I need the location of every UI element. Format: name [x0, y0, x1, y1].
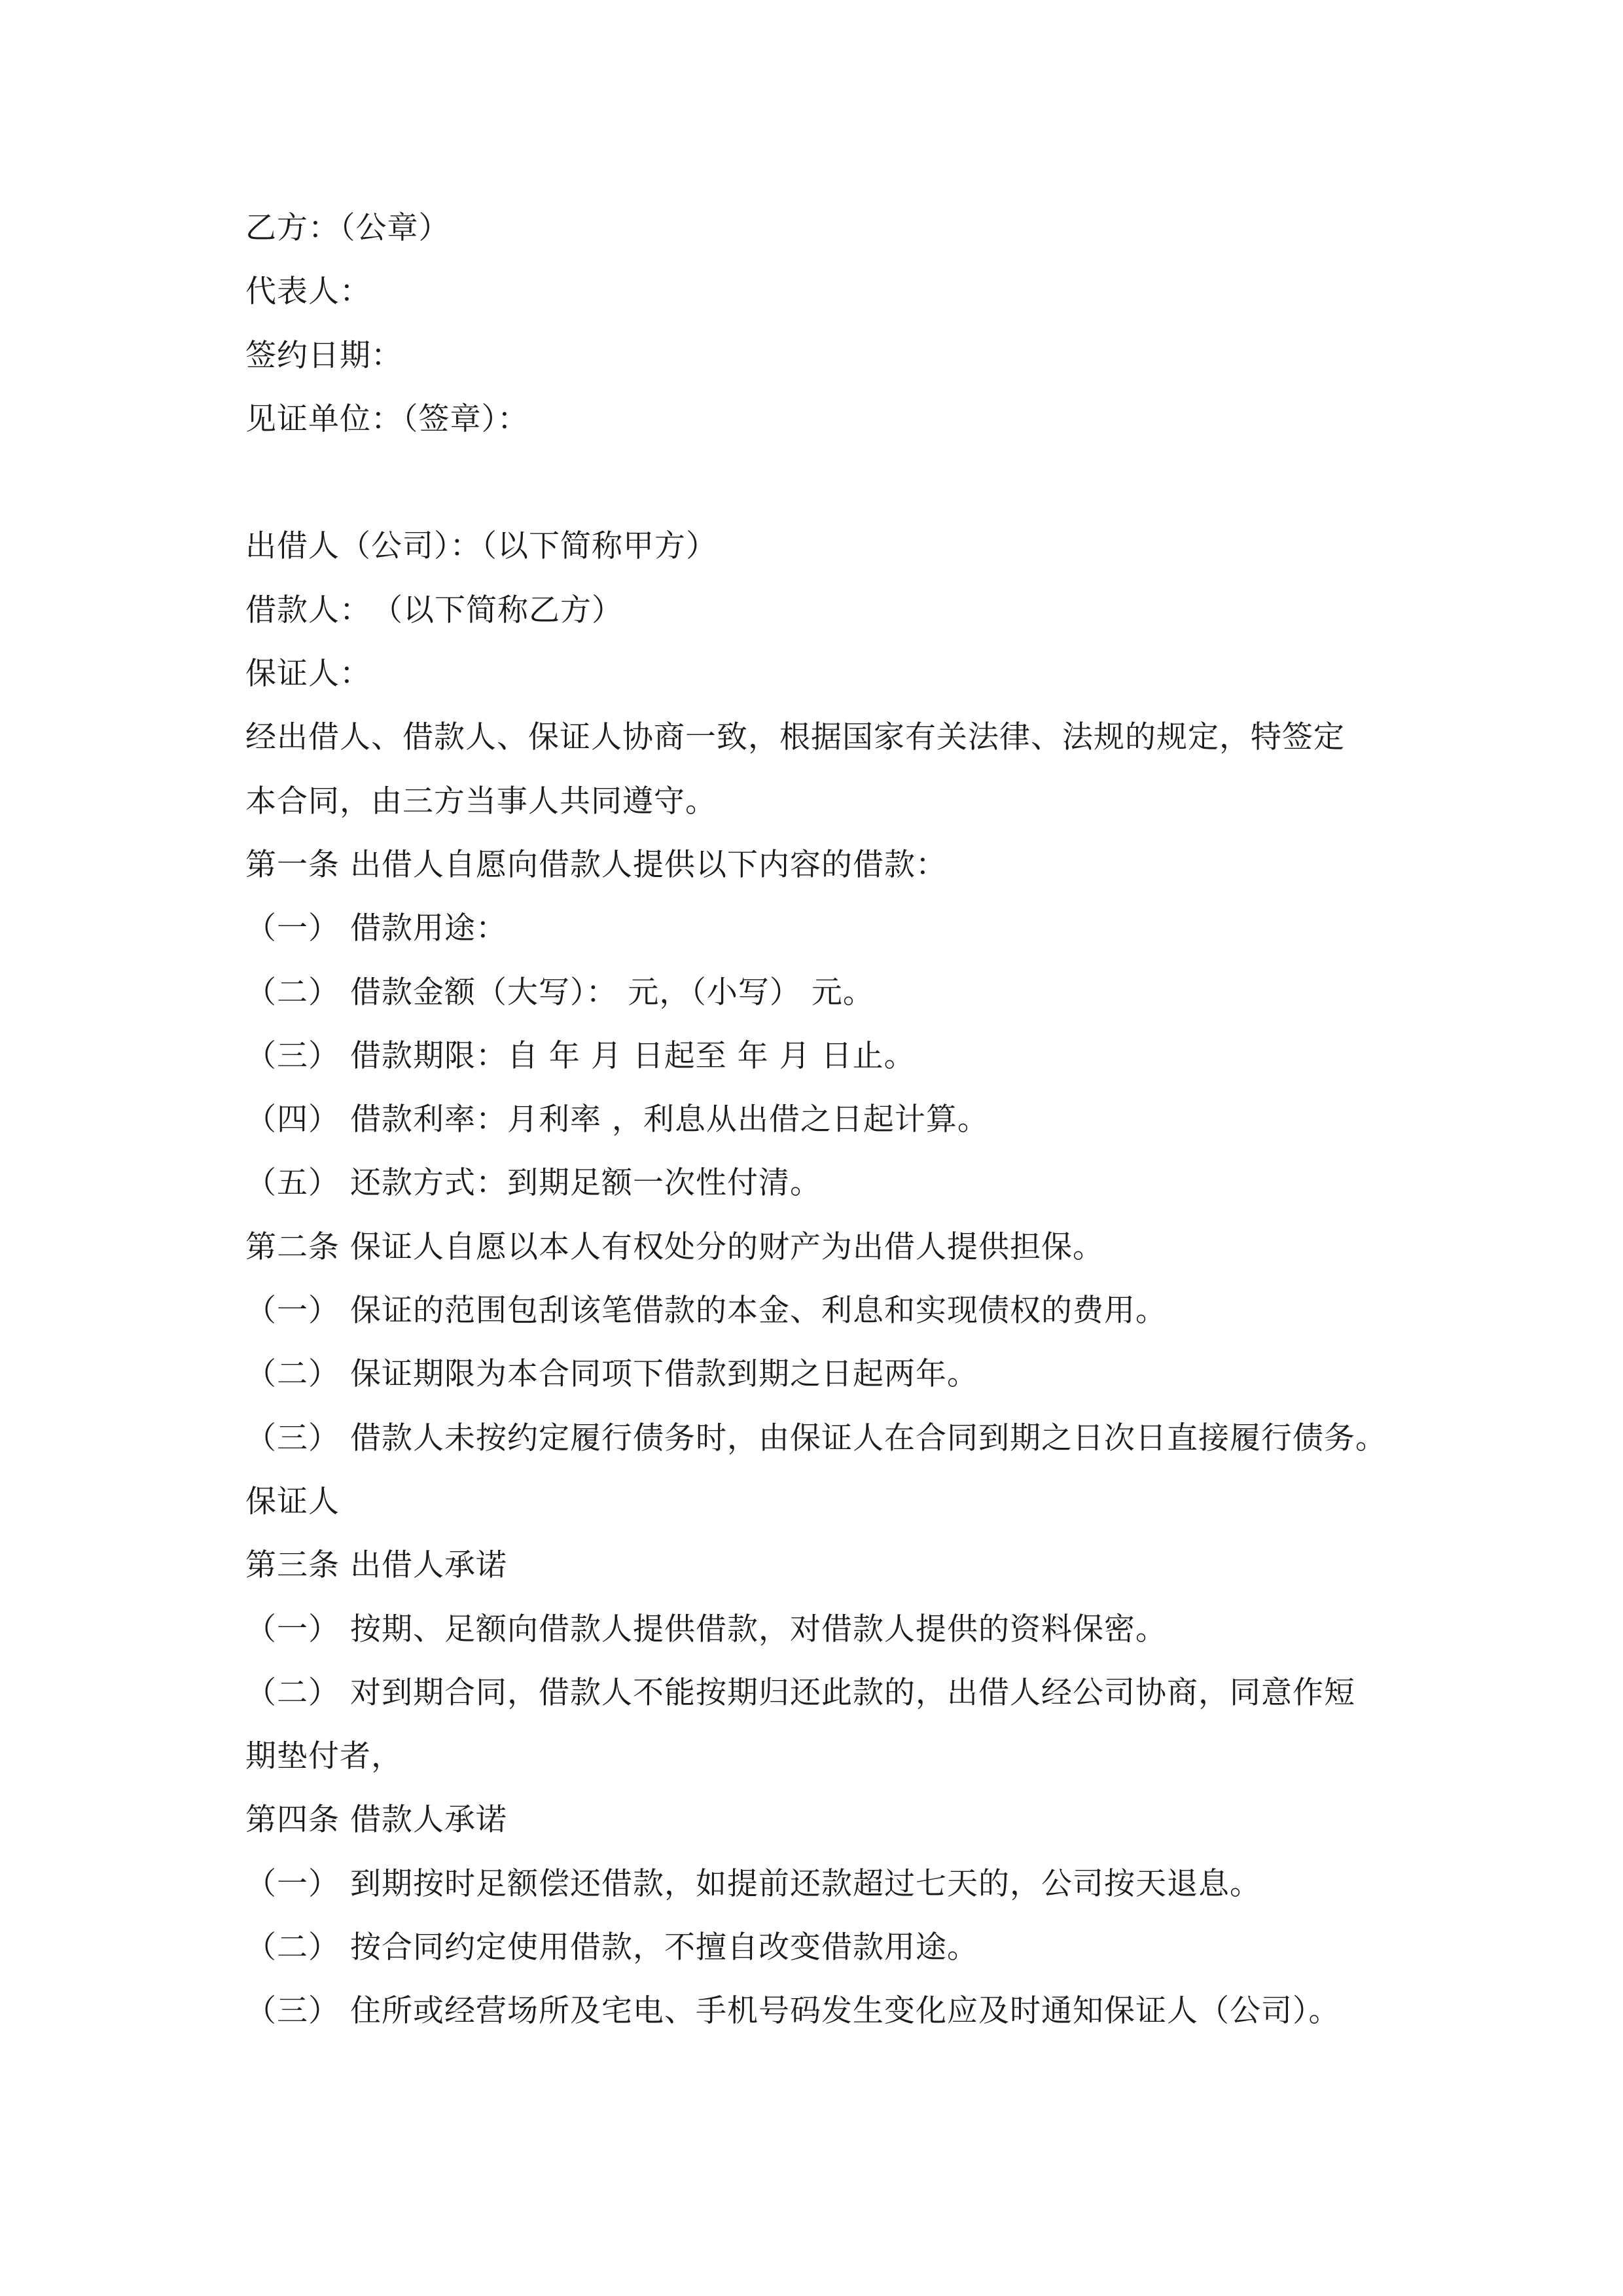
article-1-item: （二） 借款金额（大写）： 元，（小写） 元。 — [245, 974, 874, 1011]
preamble-line: 本合同，由三方当事人共同遵守。 — [245, 783, 717, 819]
section-spacer — [245, 451, 1397, 514]
article-2-heading: 第二条 保证人自愿以本人有权处分的财产为出借人提供担保。 — [245, 1229, 1104, 1265]
article-4-item: （二） 按合同约定使用借款，不擅自改变借款用途。 — [245, 1929, 978, 1966]
article-4-item: （三） 住所或经营场所及宅电、手机号码发生变化应及时通知保证人（公司）。 — [245, 1993, 1340, 2030]
article-1-item: （五） 还款方式：到期足额一次性付清。 — [245, 1165, 821, 1202]
article-4-heading: 第四条 借款人承诺 — [245, 1802, 507, 1839]
signing-date-line: 签约日期： — [245, 337, 402, 374]
contract-body — [245, 196, 1397, 2043]
article-1-item: （四） 借款利率：月利率 ，利息从出借之日起计算。 — [245, 1102, 989, 1138]
article-3-item: （二） 对到期合同，借款人不能按期归还此款的，出借人经公司协商，同意作短 — [245, 1674, 1355, 1711]
preamble-line: 经出借人、借款人、保证人协商一致，根据国家有关法律、法规的规定，特签定 — [245, 719, 1345, 756]
article-1-heading: 第一条 出借人自愿向借款人提供以下内容的借款： — [245, 846, 947, 883]
representative-line: 代表人： — [245, 274, 371, 310]
article-1-item: （三） 借款期限：自 年 月 日起至 年 月 日止。 — [245, 1037, 916, 1074]
article-4-item: （一） 到期按时足额偿还借款，如提前还款超过七天的，公司按天退息。 — [245, 1865, 1261, 1902]
borrower-line: 借款人： （以下简称乙方） — [245, 592, 623, 628]
article-2-item: （二） 保证期限为本合同项下借款到期之日起两年。 — [245, 1356, 978, 1393]
witness-line: 见证单位：（签章）： — [245, 401, 529, 437]
article-2-item: （三） 借款人未按约定履行债务时，由保证人在合同到期之日次日直接履行债务。 — [245, 1420, 1387, 1456]
party-b-seal-line: 乙方：（公章） — [245, 210, 450, 246]
article-1-item: （一） 借款用途： — [245, 910, 507, 947]
article-3-item-continuation: 期垫付者， — [245, 1738, 402, 1775]
article-3-item: （一） 按期、足额向借款人提供借款，对借款人提供的资料保密。 — [245, 1611, 1167, 1647]
article-3-heading: 第三条 出借人承诺 — [245, 1547, 507, 1584]
article-2-item: （一） 保证的范围包刮该笔借款的本金、利息和实现债权的费用。 — [245, 1293, 1167, 1329]
guarantor-line: 保证人： — [245, 656, 371, 692]
lender-line: 出借人（公司）：（以下简称甲方） — [245, 528, 717, 565]
guarantor-signature-label: 保证人 — [245, 1483, 340, 1520]
